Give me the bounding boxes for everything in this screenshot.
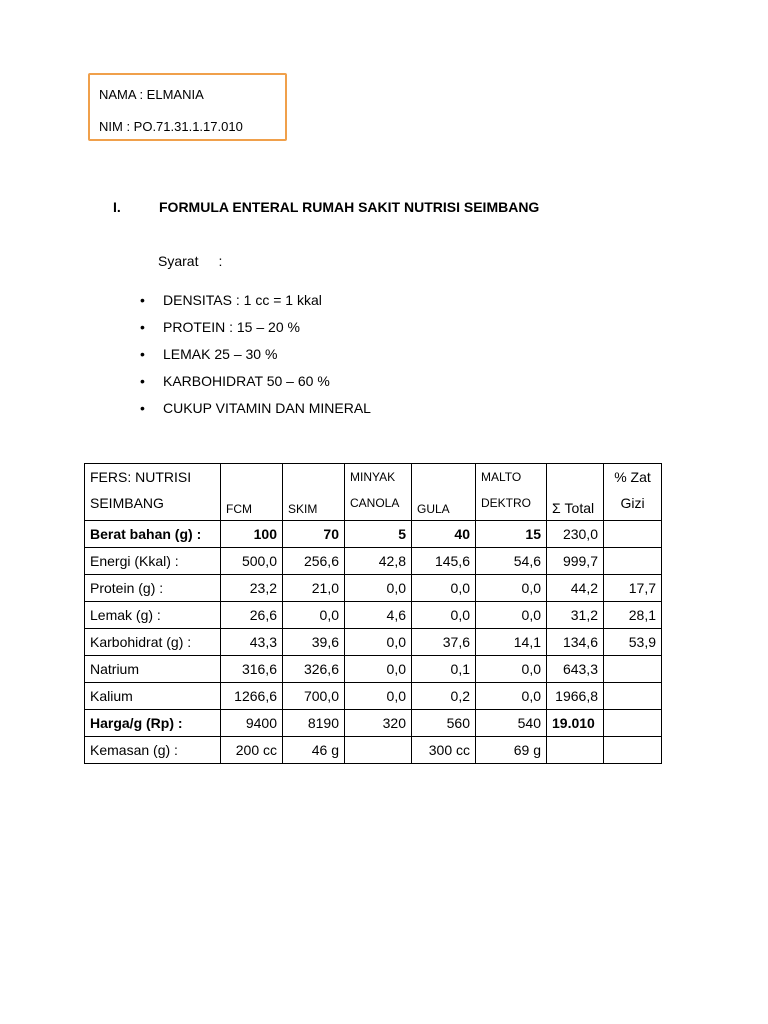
requirements-list — [140, 290, 371, 425]
student-nim: NIM : PO.71.31.1.17.010 — [99, 119, 243, 134]
table-row: Energi (Kkal) : 500,0 256,6 42,8 145,6 54,6 999,7 — [85, 548, 662, 575]
table-row: Karbohidrat (g) : 43,3 39,6 0,0 37,6 14,1 134,6 53,9 — [85, 629, 662, 656]
list-item: • LEMAK 25 – 30 % — [140, 344, 371, 371]
header-malto-dektro: MALTO DEKTRO — [476, 464, 547, 521]
nutrition-table — [84, 463, 662, 764]
requirements-label-line — [158, 253, 222, 269]
requirements-label: Syarat — [158, 253, 199, 269]
header-zat-gizi: % Zat Gizi — [604, 464, 662, 521]
table-header-row — [85, 464, 662, 521]
bullet-icon: • — [140, 292, 145, 308]
header-fcm: FCM — [221, 464, 283, 521]
header-gula: GULA — [412, 464, 476, 521]
header-skim: SKIM — [283, 464, 345, 521]
bullet-icon: • — [140, 373, 145, 389]
bullet-icon: • — [140, 400, 145, 416]
header-minyak-canola: MINYAK CANOLA — [345, 464, 412, 521]
table-row: Natrium 316,6 326,6 0,0 0,1 0,0 643,3 — [85, 656, 662, 683]
section-number: I. — [113, 199, 121, 215]
header-total: Σ Total — [547, 464, 604, 521]
table-row: Harga/g (Rp) : 9400 8190 320 560 540 19.010 — [85, 710, 662, 737]
list-item: • DENSITAS : 1 cc = 1 kkal — [140, 290, 371, 317]
section-title: FORMULA ENTERAL RUMAH SAKIT NUTRISI SEIMBANG — [159, 199, 540, 215]
header-formula: FERS: NUTRISI SEIMBANG — [85, 464, 221, 521]
student-info-box — [88, 73, 287, 141]
list-item: • PROTEIN : 15 – 20 % — [140, 317, 371, 344]
table-row: Berat bahan (g) : 100 70 5 40 15 230,0 — [85, 521, 662, 548]
table-row: Protein (g) : 23,2 21,0 0,0 0,0 0,0 44,2 17,7 — [85, 575, 662, 602]
bullet-icon: • — [140, 346, 145, 362]
student-name: NAMA : ELMANIA — [99, 87, 204, 102]
list-item: • KARBOHIDRAT 50 – 60 % — [140, 371, 371, 398]
table-row: Kalium 1266,6 700,0 0,0 0,2 0,0 1966,8 — [85, 683, 662, 710]
list-item: • CUKUP VITAMIN DAN MINERAL — [140, 398, 371, 425]
bullet-icon: • — [140, 319, 145, 335]
requirements-colon: : — [218, 253, 223, 269]
table-row: Kemasan (g) : 200 cc 46 g 300 cc 69 g — [85, 737, 662, 764]
table-row: Lemak (g) : 26,6 0,0 4,6 0,0 0,0 31,2 28,1 — [85, 602, 662, 629]
